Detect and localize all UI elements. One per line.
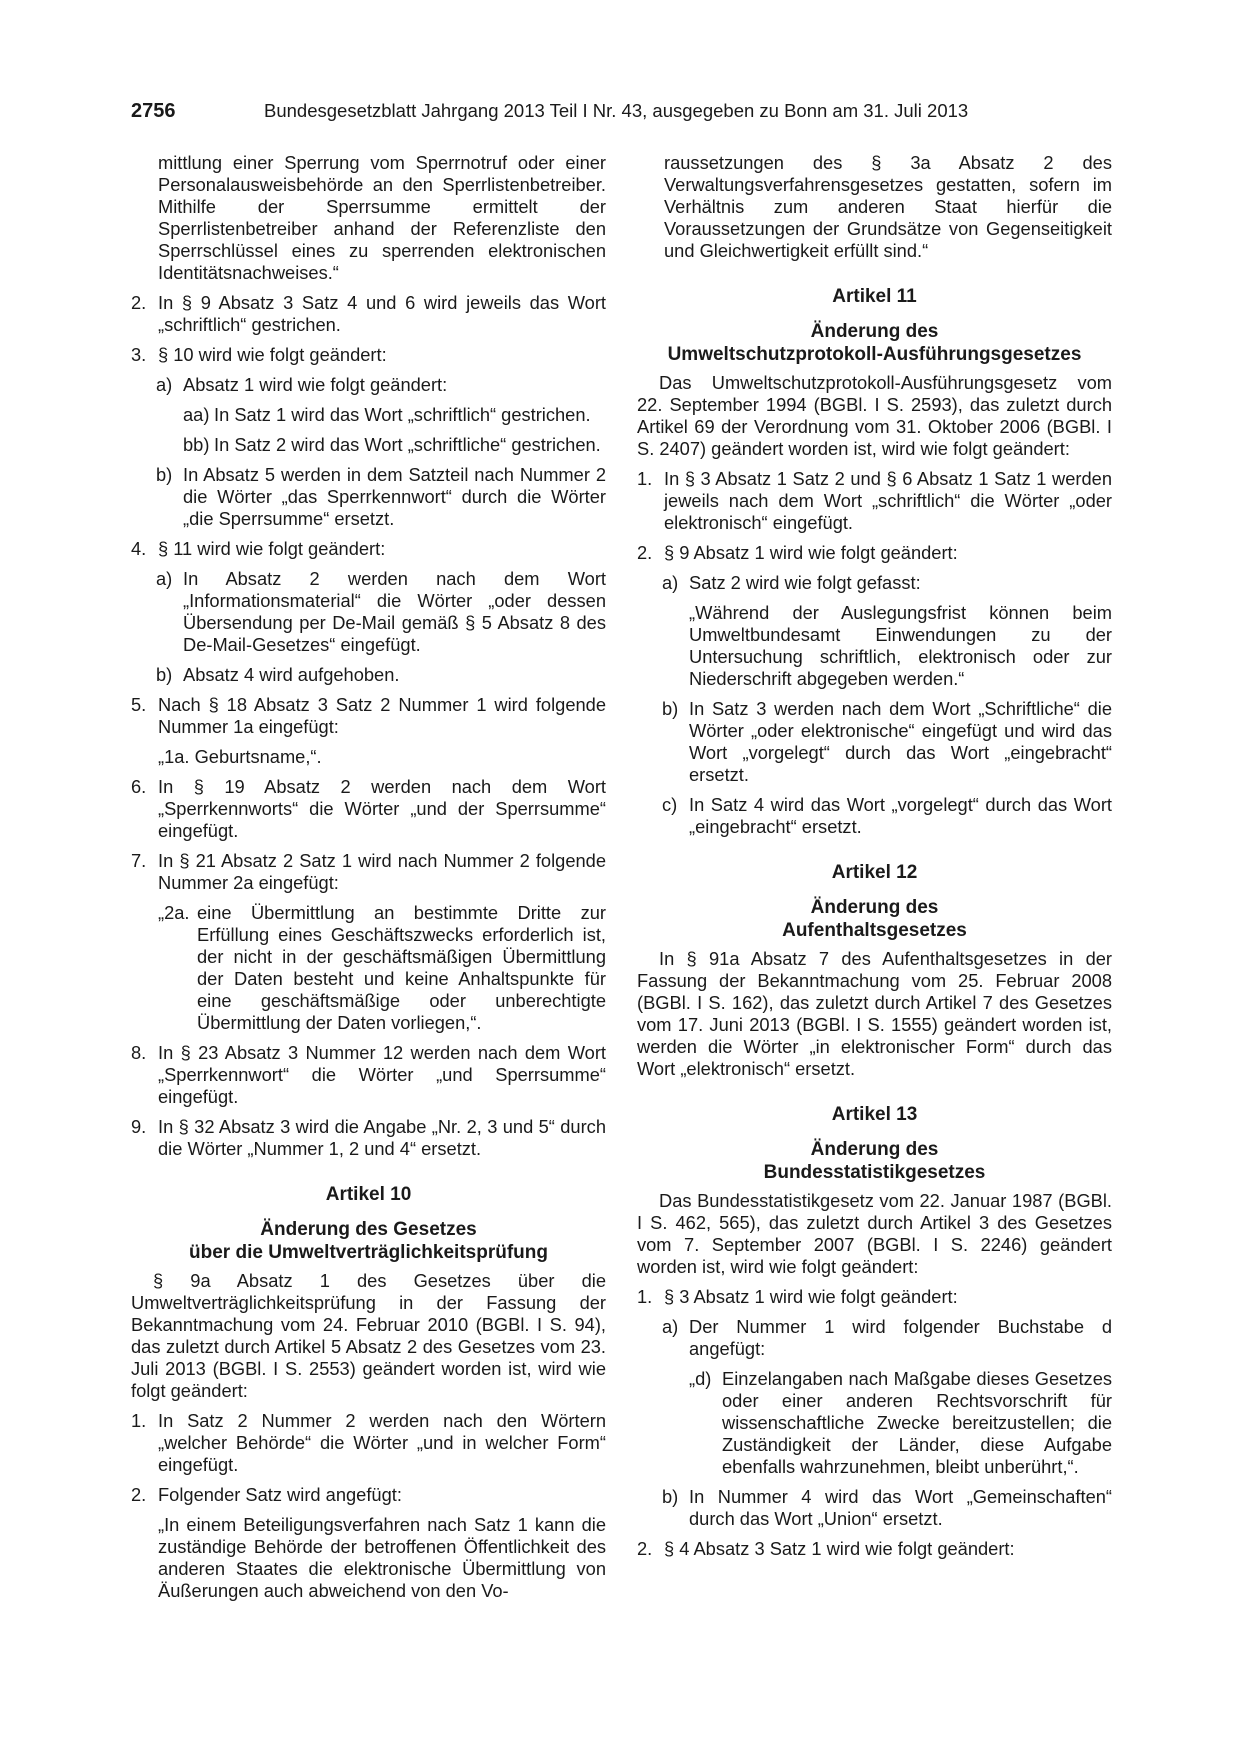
item-text: In § 19 Absatz 2 werden nach dem Wort „Sperrkennworts“ die Wörter „und der Sperrsumme“ eingefügt. [158, 776, 606, 841]
page-header [131, 100, 1111, 126]
item-letter: b) [662, 698, 679, 719]
list-item [131, 850, 606, 894]
item-text: In Satz 1 wird das Wort „schriftlich“ gestrichen. [214, 404, 591, 425]
item-letter: a) [156, 374, 173, 395]
quoted-item-letter: „d) [689, 1368, 712, 1389]
list-item [131, 292, 606, 336]
article-title-line: Aufenthaltsgesetzes [782, 920, 967, 941]
quoted-item-number: „2a. [158, 902, 190, 923]
article-title [637, 896, 1112, 942]
item-text: In Satz 3 werden nach dem Wort „Schriftliche“ die Wörter „oder elektronische“ eingefügt und wird das Wort „vorgelegt“ durch das Wort „eingebracht“ ersetzt. [689, 698, 1112, 785]
article-title-line: Änderung des Gesetzes [260, 1219, 477, 1240]
list-item [131, 344, 606, 366]
quoted-text: „Während der Auslegungsfrist können beim Umweltbundesamt Einwendungen zu der Untersuchung schriftlich, elektronisch oder zur Niederschrift abgegeben werden.“ [689, 602, 1112, 689]
article-title [637, 320, 1112, 366]
item-text: § 9 Absatz 1 wird wie folgt geändert: [664, 542, 958, 563]
item-text: In Satz 2 Nummer 2 werden nach den Wörtern „welcher Behörde“ die Wörter „und in welcher Form“ eingefügt. [158, 1410, 606, 1475]
item-text: Nach § 18 Absatz 3 Satz 2 Nummer 1 wird folgende Nummer 1a eingefügt: [158, 694, 606, 737]
list-item [131, 694, 606, 738]
list-item [131, 1042, 606, 1108]
article-title-line: Änderung des [810, 321, 939, 342]
item-text: In § 9 Absatz 3 Satz 4 und 6 wird jeweils das Wort „schriftlich“ gestrichen. [158, 292, 606, 335]
article-heading: Artikel 11 [832, 286, 917, 307]
item-text: Absatz 4 wird aufgehoben. [183, 664, 400, 685]
item-text: In Satz 2 wird das Wort „schriftliche“ gestrichen. [214, 434, 601, 455]
item-text: In Absatz 5 werden in dem Satzteil nach Nummer 2 die Wörter „das Sperrkennwort“ durch die Wörter „die Sperrsumme“ ersetzt. [183, 464, 606, 529]
list-item [637, 468, 1112, 534]
list-item [131, 568, 606, 656]
article-heading: Artikel 13 [831, 1104, 918, 1125]
item-number: 2. [637, 1538, 653, 1559]
continuation-text: raussetzungen des § 3a Absatz 2 des Verwaltungsverfahrensgesetzes gestatten, sofern im Verhältnis zum anderen Staat hierfür die Voraussetzungen der Grundsätze von Gegenseitigkeit und Gleichwertigkeit erfüllt sind.“ [664, 152, 1112, 261]
left-column [131, 152, 606, 1602]
list-item [131, 464, 606, 530]
article-title-line: Bundesstatistikgesetzes [763, 1162, 986, 1183]
continuation-text: mittlung einer Sperrung vom Sperrnotruf oder einer Personalausweisbehörde an den Sperrlistenbetreiber. Mithilfe der Sperrsumme ermittelt der Sperrlistenbetreiber anhand der Referenzliste den Sperrschlüssel eines zu sperrenden elektronischen Identitätsnachweises.“ [158, 152, 606, 283]
item-text: Folgender Satz wird angefügt: [158, 1484, 402, 1505]
article-intro: § 9a Absatz 1 des Gesetzes über die Umweltverträglichkeitsprüfung in der Fassung der Bekanntmachung vom 24. Februar 2010 (BGBl. I S. 94), das zuletzt durch Artikel 5 Absatz 2 des Gesetzes vom 23. Juli 2013 (BGBl. I S. 2553) geändert worden ist, wird wie folgt geändert: [131, 1270, 606, 1401]
page-number: 2756 [131, 100, 176, 122]
item-text: In § 32 Absatz 3 wird die Angabe „Nr. 2, 3 und 5“ durch die Wörter „Nummer 1, 2 und 4“ ersetzt. [158, 1116, 606, 1159]
item-letter: a) [662, 1316, 679, 1337]
quoted-item-text: Einzelangaben nach Maßgabe dieses Gesetzes oder einer anderen Rechtsvorschrift für wissenschaftliche Zwecke bereitzustellen; die Zuständigkeit der Länder, diese Aufgabe ebenfalls wahrzunehmen, bleibt unberührt,“. [722, 1368, 1112, 1477]
item-number: 9. [131, 1116, 147, 1137]
list-item [131, 374, 606, 396]
item-number: 2. [637, 542, 653, 563]
item-letter: b) [156, 664, 173, 685]
item-letter: bb) [183, 434, 210, 455]
quoted-item [131, 902, 606, 1034]
list-item [131, 776, 606, 842]
item-text: § 3 Absatz 1 wird wie folgt geändert: [664, 1286, 958, 1307]
list-item [131, 664, 606, 686]
article-title [131, 1218, 606, 1264]
item-letter: b) [662, 1486, 679, 1507]
list-item [131, 434, 606, 456]
item-text: § 11 wird wie folgt geändert: [158, 538, 386, 559]
item-number: 3. [131, 344, 147, 365]
article-intro: In § 91a Absatz 7 des Aufenthaltsgesetzes in der Fassung der Bekanntmachung vom 25. Februar 2008 (BGBl. I S. 162), das zuletzt durch Artikel 7 des Gesetzes vom 17. Juni 2013 (BGBl. I S. 1555) geändert worden ist, werden die Wörter „in elektronischer Form“ durch das Wort „elektronisch“ ersetzt. [637, 948, 1112, 1079]
list-item [637, 1286, 1112, 1308]
item-text: § 4 Absatz 3 Satz 1 wird wie folgt geändert: [664, 1538, 1015, 1559]
item-letter: a) [662, 572, 679, 593]
article-title-line: über die Umweltverträglichkeitsprüfung [189, 1242, 548, 1263]
quoted-item-text: eine Übermittlung an bestimmte Dritte zur Erfüllung eines Geschäftszwecks erforderlich ist, der nicht in der geschäftsmäßigen Übermittlung der Daten besteht und keine Anhaltspunkte für eine geschäftsmäßige oder unberechtigte Übermittlung der Daten vorliegen,“. [197, 902, 606, 1033]
article-heading: Artikel 12 [831, 862, 918, 883]
item-number: 2. [131, 292, 147, 313]
article-heading: Artikel 10 [325, 1184, 412, 1205]
item-number: 7. [131, 850, 147, 871]
item-text: In § 23 Absatz 3 Nummer 12 werden nach dem Wort „Sperrkennwort“ die Wörter „und Sperrsumme“ eingefügt. [158, 1042, 606, 1107]
list-item [637, 1486, 1112, 1530]
list-item [637, 542, 1112, 564]
list-item [637, 698, 1112, 786]
item-letter: c) [662, 794, 678, 815]
item-letter: a) [156, 568, 173, 589]
item-text: Satz 2 wird wie folgt gefasst: [689, 572, 921, 593]
item-number: 5. [131, 694, 147, 715]
article-title-line: Änderung des [810, 897, 939, 918]
right-column [637, 152, 1112, 1560]
item-text: In § 3 Absatz 1 Satz 2 und § 6 Absatz 1 Satz 1 werden jeweils nach dem Wort „schriftlich“ die Wörter „oder elektronisch“ eingefügt. [664, 468, 1112, 533]
article-title-line: Änderung des [810, 1139, 939, 1160]
item-text: Der Nummer 1 wird folgender Buchstabe d angefügt: [689, 1316, 1112, 1359]
item-number: 1. [637, 1286, 653, 1307]
item-letter: b) [156, 464, 173, 485]
item-number: 6. [131, 776, 147, 797]
running-title: Bundesgesetzblatt Jahrgang 2013 Teil I Nr. 43, ausgegeben zu Bonn am 31. Juli 2013 [264, 100, 969, 121]
item-text: In Nummer 4 wird das Wort „Gemeinschaften“ durch das Wort „Union“ ersetzt. [689, 1486, 1112, 1529]
item-number: 8. [131, 1042, 147, 1063]
quoted-item [637, 1368, 1112, 1478]
item-number: 4. [131, 538, 147, 559]
article-title-line: Umweltschutzprotokoll-Ausführungsgesetzes [667, 344, 1082, 365]
item-number: 1. [131, 1410, 147, 1431]
item-text: In § 21 Absatz 2 Satz 1 wird nach Nummer 2 folgende Nummer 2a eingefügt: [158, 850, 606, 893]
article-intro: Das Umweltschutzprotokoll-Ausführungsgesetz vom 22. September 1994 (BGBl. I S. 2593), das zuletzt durch Artikel 69 der Verordnung vom 31. Oktober 2006 (BGBl. I S. 2407) geändert worden ist, wird wie folgt geändert: [637, 372, 1112, 459]
item-text: In Satz 4 wird das Wort „vorgelegt“ durch das Wort „eingebracht“ ersetzt. [689, 794, 1112, 837]
item-text: § 10 wird wie folgt geändert: [158, 344, 387, 365]
quoted-text: „1a. Geburtsname,“. [158, 746, 322, 767]
list-item [637, 1316, 1112, 1360]
item-text: Absatz 1 wird wie folgt geändert: [183, 374, 448, 395]
quoted-text: „In einem Beteiligungsverfahren nach Satz 1 kann die zuständige Behörde der betroffenen Öffentlichkeit des anderen Staates die elektronische Übermittlung von Äußerungen auch abweichend von den Vo- [158, 1514, 606, 1601]
list-item [131, 1410, 606, 1476]
list-item [131, 1484, 606, 1506]
article-intro: Das Bundesstatistikgesetz vom 22. Januar 1987 (BGBl. I S. 462, 565), das zuletzt durch Artikel 3 des Gesetzes vom 7. September 2007 (BGBl. I S. 2246) geändert worden ist, wird wie folgt geändert: [637, 1190, 1112, 1277]
item-number: 2. [131, 1484, 147, 1505]
list-item [637, 572, 1112, 594]
item-letter: aa) [183, 404, 210, 425]
list-item [131, 1116, 606, 1160]
list-item [131, 538, 606, 560]
article-title [637, 1138, 1112, 1184]
list-item [637, 1538, 1112, 1560]
list-item [637, 794, 1112, 838]
item-number: 1. [637, 468, 653, 489]
item-text: In Absatz 2 werden nach dem Wort „Informationsmaterial“ die Wörter „oder dessen Übersendung per De-Mail gemäß § 5 Absatz 8 des De-Mail-Gesetzes“ eingefügt. [183, 568, 606, 655]
list-item [131, 404, 606, 426]
